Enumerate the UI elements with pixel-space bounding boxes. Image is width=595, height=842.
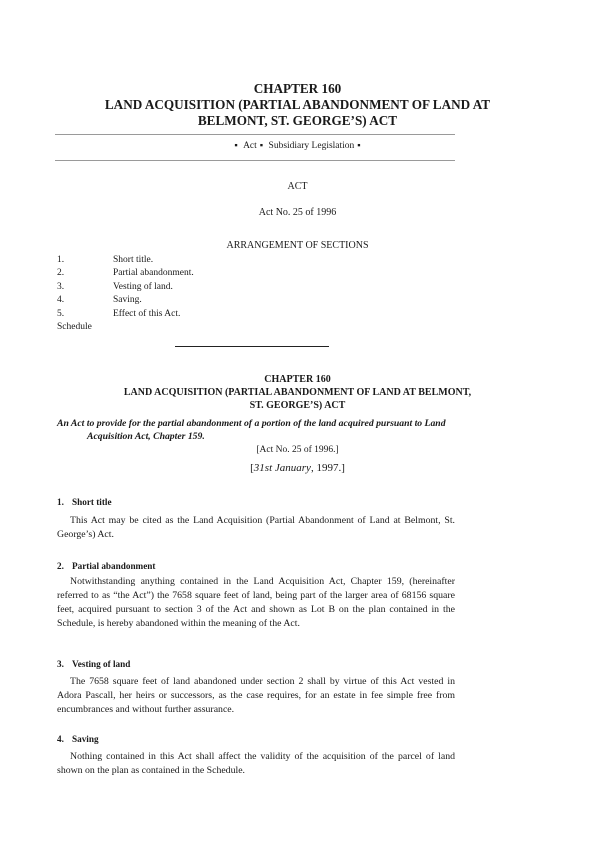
subsidiary-legislation-link[interactable]: Subsidiary Legislation [268, 141, 355, 151]
section-divider [175, 346, 329, 347]
commencement-date [40, 462, 555, 474]
section-text: The 7658 square feet of land abandoned under section 2 shall by virtue of this Act vested in Adora Pascall, her heirs or successors, as the case requires, for an estate in fee simple free from encumbrances and without further assurance. [57, 676, 455, 715]
section-number: 5. [57, 308, 65, 319]
act-number: Act No. 25 of 1996 [258, 207, 337, 218]
header-divider-top [55, 134, 455, 135]
section-label: Short title. [113, 255, 154, 265]
chapter-header [40, 81, 555, 129]
section-text: Notwithstanding anything contained in the Land Acquisition Act, Chapter 159, (hereinafter referred to as “the Act”) the 7658 square feet of land, being part of the larger area of 68156 square feet, acquired pursuant to section 3 of the Act and shown as Lot B on the plan contained in the Schedule, is hereby abandoned within the meaning of the Act. [57, 576, 455, 629]
section-number: 4. [57, 295, 65, 306]
section-text: This Act may be cited as the Land Acquisition (Partial Abandonment of Land at Belmont, St. George’s) Act. [57, 515, 455, 540]
section-heading [57, 734, 99, 744]
section-heading-title: Vesting of land [72, 659, 131, 669]
section-heading-title: Partial abandonment [72, 561, 156, 571]
section-heading-number: 4. [57, 734, 64, 744]
section-heading-title: Saving [72, 734, 99, 744]
arrangement-title: ARRANGEMENT OF SECTIONS [226, 240, 369, 251]
section-heading [57, 561, 155, 571]
section-heading [57, 659, 130, 669]
section-number: 3. [57, 281, 65, 292]
date-open: [ [250, 462, 254, 474]
section-number: 1. [57, 255, 65, 265]
section-heading-number: 1. [57, 497, 64, 507]
section-heading-number: 2. [57, 561, 64, 571]
section-label: Vesting of land. [113, 281, 173, 292]
section-heading-title: Short title [72, 497, 112, 507]
act-heading: ACT [287, 181, 308, 192]
section-heading-number: 3. [57, 659, 64, 669]
act-reference: [Act No. 25 of 1996.] [256, 445, 339, 455]
long-title: An Act to provide for the partial abandonment of a portion of the land acquired pursuant to Land Acquisition Act, Chapter 159. [57, 418, 446, 443]
section-number: 2. [57, 268, 65, 279]
body-chapter-header [40, 373, 555, 413]
section-label: Saving. [113, 295, 142, 306]
body-chapter-number: CHAPTER 160 [264, 374, 331, 385]
section-label: Partial abandonment. [113, 268, 194, 279]
schedule-label: Schedule [57, 321, 92, 332]
section-label: Effect of this Act. [113, 308, 181, 319]
body-title-line-2: ST. GEORGE’S) ACT [249, 400, 346, 412]
date-close: , 1997.] [310, 462, 345, 474]
section-heading [57, 497, 112, 507]
act-title-line-1: LAND ACQUISITION (PARTIAL ABANDONMENT OF LAND AT [104, 97, 491, 112]
act-link[interactable]: Act [243, 141, 257, 151]
bullet-icon: ▪ [234, 141, 238, 151]
section-text: Nothing contained in this Act shall affect the validity of the acquisition of the parcel of land shown on the plan as contained in the Schedule. [57, 751, 455, 776]
act-title-line-2: BELMONT, ST. GEORGE’S) ACT [197, 113, 398, 128]
date-italic: 31st January [253, 462, 311, 474]
bullet-icon: ▪ [357, 141, 361, 151]
chapter-number: CHAPTER 160 [253, 81, 342, 96]
body-title-line-1: LAND ACQUISITION (PARTIAL ABANDONMENT OF LAND AT BELMONT, [123, 387, 472, 399]
document-links [40, 141, 555, 151]
header-divider-bottom [55, 160, 455, 161]
bullet-icon: ▪ [259, 141, 264, 151]
